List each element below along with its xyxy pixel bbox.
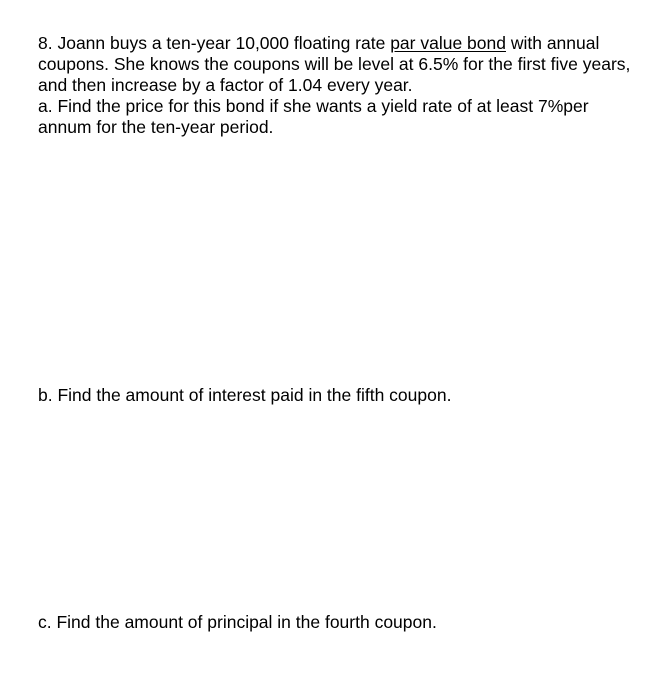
problem-stem-suffix: with annual coupons. She knows the coupons will be level at 6.5% for the first five years, and then increase by a factor of 1.04 every year. (38, 33, 631, 95)
part-a-question: a. Find the price for this bond if she wants a yield rate of at least 7%per annum for the ten-year period. (38, 96, 589, 137)
part-c-question: c. Find the amount of principal in the fourth coupon. (38, 612, 437, 632)
problem-8 (38, 33, 638, 138)
part-b-question: b. Find the amount of interest paid in the fifth coupon. (38, 385, 452, 405)
par-value-bond-term: par value bond (390, 33, 506, 53)
problem-stem (38, 33, 638, 96)
problem-stem-prefix: 8. Joann buys a ten-year 10,000 floating rate (38, 33, 391, 53)
